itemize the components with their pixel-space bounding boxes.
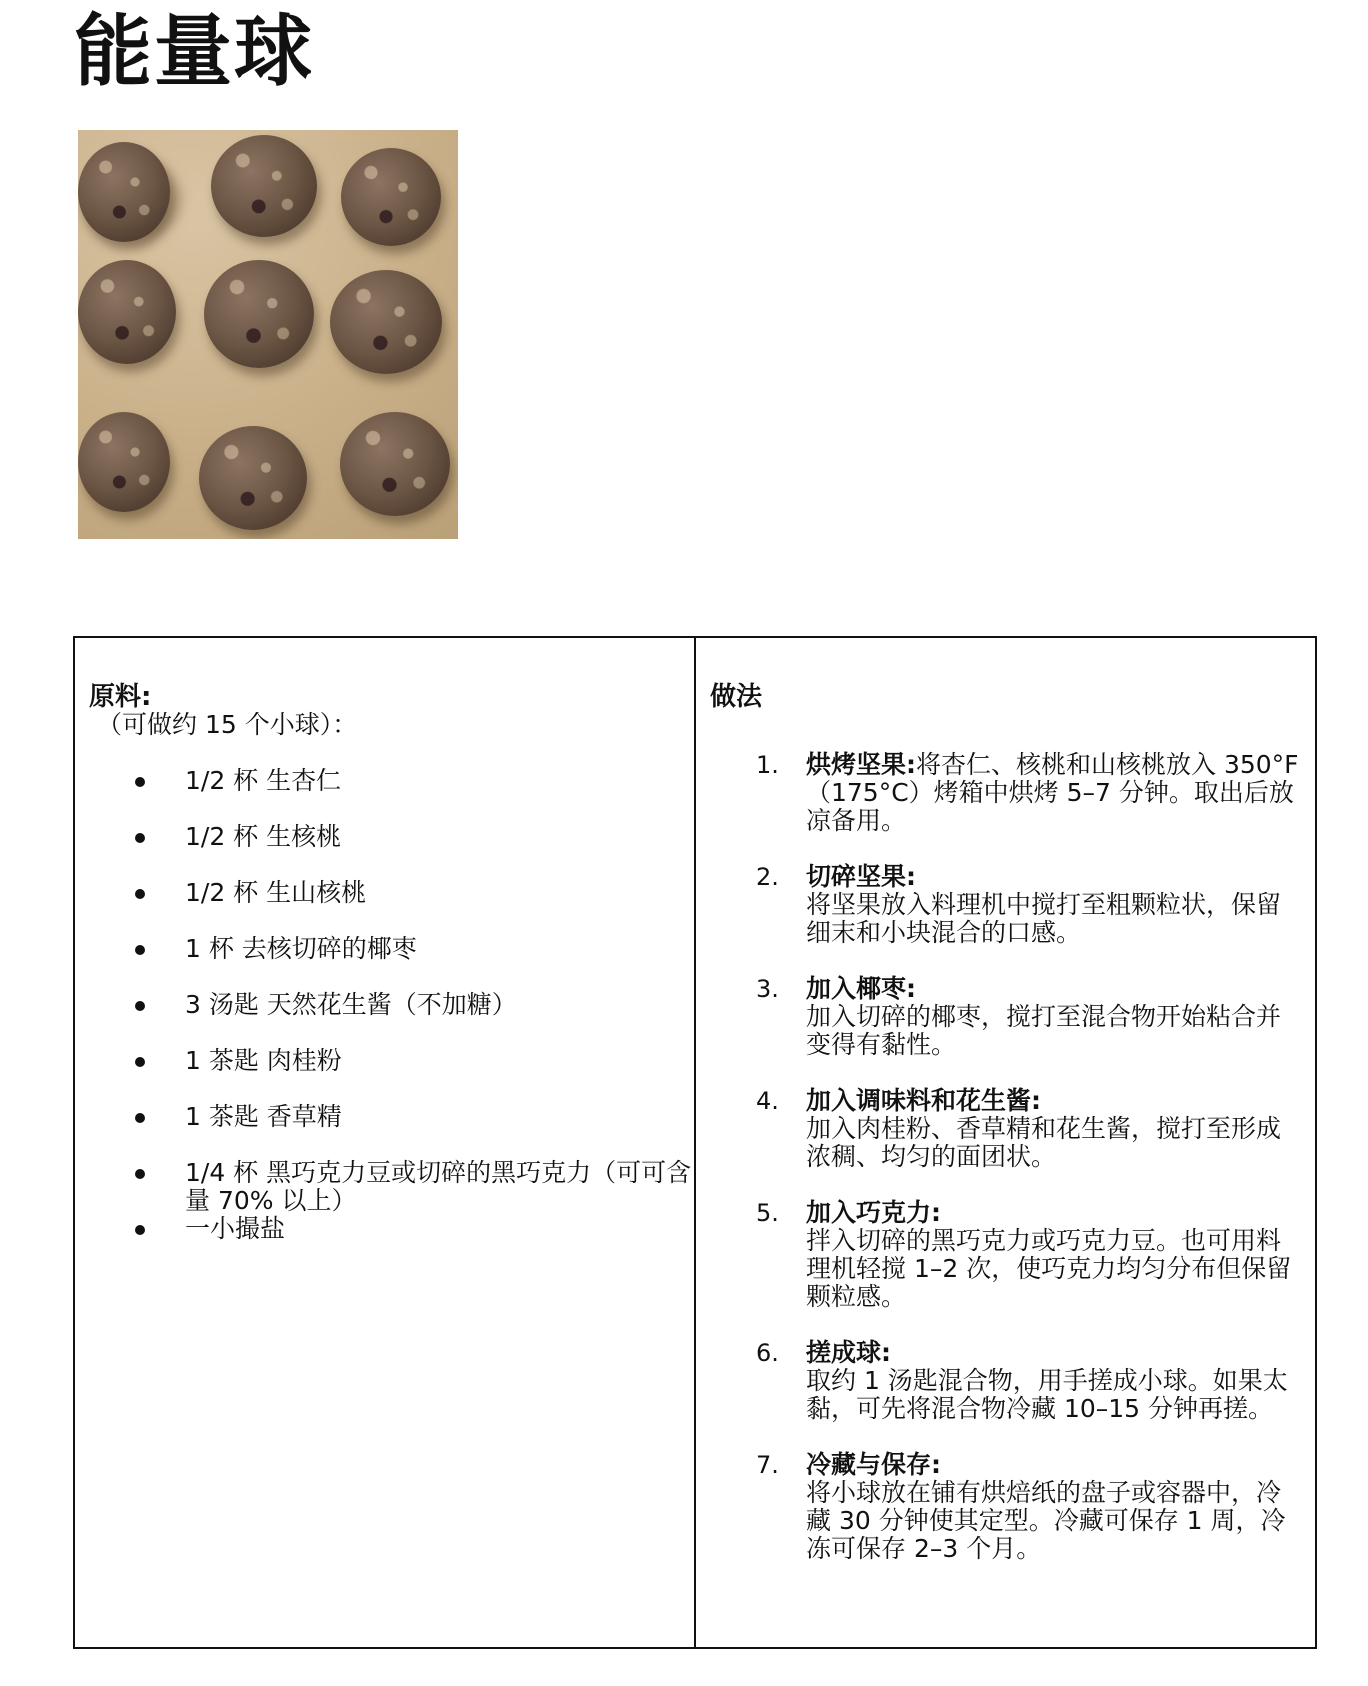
ingredients-list: [89, 767, 694, 1243]
list-item: 一小撮盐: [89, 1215, 705, 1243]
step-title: 搓成球:: [806, 1338, 891, 1367]
list-item: 1 茶匙 肉桂粉: [89, 1047, 705, 1075]
step-title: 加入巧克力:: [806, 1198, 941, 1227]
step-title: 加入椰枣:: [806, 974, 916, 1003]
step-item: [710, 975, 1304, 1059]
step-body: 将坚果放入料理机中搅打至粗颗粒状，保留细末和小块混合的口感。: [806, 890, 1282, 947]
recipe-table: [73, 636, 1317, 1649]
bullet-icon: [135, 1169, 145, 1179]
bullet-icon: [135, 777, 145, 787]
step-number: 7.: [756, 1451, 779, 1479]
list-item: 1/2 杯 生杏仁: [89, 767, 705, 795]
step-title: 冷藏与保存:: [806, 1450, 941, 1479]
bullet-icon: [135, 833, 145, 843]
step-body: 加入切碎的椰枣，搅打至混合物开始粘合并变得有黏性。: [806, 1002, 1282, 1059]
ingredients-column: [75, 638, 696, 1647]
bullet-icon: [135, 1001, 145, 1011]
list-item: 1 杯 去核切碎的椰枣: [89, 935, 705, 963]
step-body: 拌入切碎的黑巧克力或巧克力豆。也可用料理机轻搅 1–2 次，使巧克力均匀分布但保留颗粒感。: [806, 1226, 1292, 1311]
step-body: 将杏仁、核桃和山核桃放入 350°F（175°C）烤箱中烘烤 5–7 分钟。取出后放凉备用。: [806, 750, 1299, 835]
yield-note: （可做约 15 个小球）：: [97, 710, 358, 739]
bullet-icon: [135, 1057, 145, 1067]
step-item: [710, 1451, 1304, 1563]
bullet-icon: [135, 1225, 145, 1235]
step-item: [710, 751, 1304, 835]
step-number: 6.: [756, 1339, 779, 1367]
step-body: 加入肉桂粉、香草精和花生酱，搅打至形成浓稠、均匀的面团状。: [806, 1114, 1282, 1171]
step-item: [710, 1087, 1304, 1171]
step-body: 取约 1 汤匙混合物，用手搓成小球。如果太黏，可先将混合物冷藏 10–15 分钟再搓。: [806, 1366, 1288, 1423]
step-body: 将小球放在铺有烘焙纸的盘子或容器中，冷藏 30 分钟使其定型。冷藏可保存 1 周，冷冻可保存 2–3 个月。: [806, 1478, 1286, 1563]
step-item: [710, 863, 1304, 947]
list-item: 3 汤匙 天然花生酱（不加糖）: [89, 991, 705, 1019]
method-heading: 做法: [710, 682, 763, 712]
list-item: 1/2 杯 生山核桃: [89, 879, 705, 907]
bullet-icon: [135, 889, 145, 899]
list-item: 1 茶匙 香草精: [89, 1103, 705, 1131]
step-item: [710, 1339, 1304, 1423]
step-number: 1.: [756, 751, 779, 779]
method-column: [696, 638, 1315, 1647]
page-title: 能量球: [74, 7, 315, 97]
steps-list: [710, 751, 1315, 1563]
list-item: 1/2 杯 生核桃: [89, 823, 705, 851]
step-number: 4.: [756, 1087, 779, 1115]
step-number: 5.: [756, 1199, 779, 1227]
ingredients-heading: 原料:: [89, 682, 152, 712]
list-item: 1/4 杯 黑巧克力豆或切碎的黑巧克力（可可含量 70% 以上）: [89, 1159, 705, 1215]
step-title: 烘烤坚果:: [806, 750, 916, 779]
step-number: 3.: [756, 975, 779, 1003]
step-title: 切碎坚果:: [806, 862, 916, 891]
bullet-icon: [135, 1113, 145, 1123]
step-title: 加入调味料和花生酱:: [806, 1086, 1041, 1115]
step-item: [710, 1199, 1304, 1311]
step-number: 2.: [756, 863, 779, 891]
energy-balls-photo: [78, 130, 458, 539]
bullet-icon: [135, 945, 145, 955]
